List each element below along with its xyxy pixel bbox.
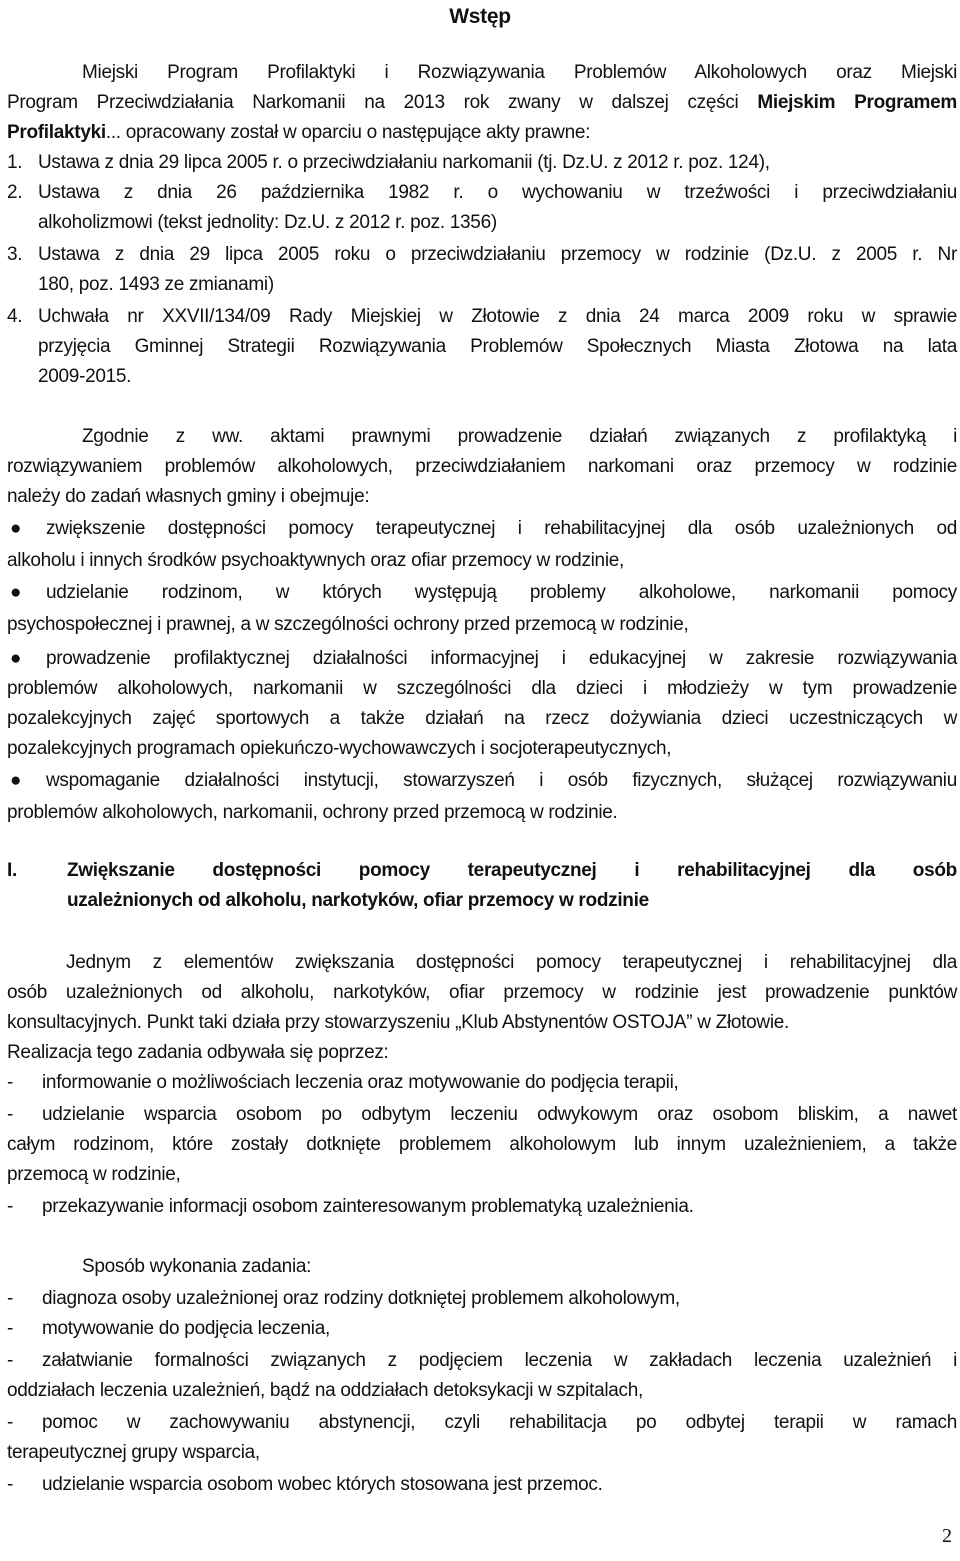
item-text: udzielanie wsparcia osobom po odbytym leczeniu odwykowym oraz osobom bliskim, a nawet [42,1104,957,1125]
method-heading: Sposób wykonania zadania: [82,1256,312,1277]
item-text: diagnoza osoby uzależnionej oraz rodziny dotkniętej problemem alkoholowym, [42,1288,680,1309]
method-item-4-cont: terapeutycznej grupy wsparcia, [7,1442,260,1463]
intro-text-end: ... opracowany został w oparciu o następujące akty prawne: [105,122,591,143]
act-item-4-cont: przyjęcia Gminnej Strategii Rozwiązywania Problemów Społecznych Miasta Złotowa na lata [38,336,957,357]
act-item-4 [7,302,957,332]
program-name-bold-end: Profilaktyki [7,122,106,143]
section-para-line-1: Jednym z elementów zwiększania dostępności pomocy terapeutycznej i rehabilitacyjnej dla [66,952,957,973]
list-dash: - [7,1474,14,1495]
list-dash: - [7,1196,14,1217]
method-item-5 [7,1470,957,1500]
bullet-2-line-1: udzielanie rodzinom, w których występują problemy alkoholowe, narkomanii pomocy [46,582,957,603]
item-text: informowanie o możliwościach leczenia oraz motywowanie do podjęcia terapii, [42,1072,679,1093]
list-number: 3. [7,244,23,265]
bullet-icon: ● [10,648,22,669]
bullet-4-line-1: wspomaganie działalności instytucji, stowarzyszeń i osób fizycznych, służącej rozwiązywaniu [46,770,957,791]
method-item-3-cont: oddziałach leczenia uzależnień, bądź na oddziałach detoksykacji w szpitalach, [7,1380,643,1401]
realization-item-2-cont-2: przemocą w rodzinie, [7,1164,181,1185]
method-item-3 [7,1346,957,1376]
section-heading-line-2: uzależnionych od alkoholu, narkotyków, ofiar przemocy w rodzinie [67,890,649,911]
act-item-2 [7,178,957,208]
page-title: Wstęp [449,5,511,28]
intro-line-3 [7,118,957,148]
bullet-1-line-2: alkoholu i innych środków psychoaktywnych oraz ofiar przemocy w rodzinie, [7,550,624,571]
list-dash: - [7,1288,14,1309]
bullet-3-line-4: pozalekcyjnych programach opiekuńczo-wychowawczych i socjoterapeutycznych, [7,738,672,759]
realization-item-2 [7,1100,957,1130]
realization-item-2-cont: całym rodzinom, które zostały dotknięte problemem alkoholowym lub innym uzależnieniem, a także [7,1134,957,1155]
item-text: przekazywanie informacji osobom zainteresowanym problematyką uzależnienia. [42,1196,694,1217]
program-name-bold: Miejskim Programem [757,92,958,113]
act-item-1 [7,148,957,178]
list-number: 2. [7,182,23,203]
bullet-2-line-2: psychospołecznej i prawnej, a w szczególności ochrony przed przemocą w rodzinie, [7,614,689,635]
bullet-icon: ● [10,582,22,603]
item-text: motywowanie do podjęcia leczenia, [42,1318,330,1339]
bullet-3-line-3: pozalekcyjnych zajęć sportowych a także działań na rzecz dożywiania dzieci uczestniczących w [7,708,957,729]
section-para-line-2: osób uzależnionych od alkoholu, narkotyków, ofiar przemocy w rodzinie jest prowadzenie punktów [7,982,957,1003]
item-text: udzielanie wsparcia osobom wobec których stosowana jest przemoc. [42,1474,603,1495]
list-dash: - [7,1318,14,1339]
method-item-2 [7,1314,957,1344]
page-number: 2 [942,1525,952,1547]
act-text: Uchwała nr XXVII/134/09 Rady Miejskiej w Złotowie z dnia 24 marca 2009 roku w sprawie [38,306,957,327]
bullet-icon: ● [10,770,22,791]
bullet-1-line-1: zwiększenie dostępności pomocy terapeutycznej i rehabilitacyjnej dla osób uzależnionych od [46,518,957,539]
act-item-3-cont: 180, poz. 1493 ze zmianami) [38,274,274,295]
method-item-1 [7,1284,957,1314]
section-number: I. [7,860,17,881]
bullet-3-line-1: prowadzenie profilaktycznej działalności informacyjnej i edukacyjnej w zakresie rozwiązywania [46,648,957,669]
intro-text: Program Przeciwdziałania Narkomanii na 2013 rok zwany w dalszej części [7,92,758,113]
intro-line-1: Miejski Program Profilaktyki i Rozwiązywania Problemów Alkoholowych oraz Miejski [82,62,957,83]
item-text: załatwianie formalności związanych z podjęciem leczenia w zakładach leczenia uzależnień i [42,1350,957,1371]
intro-line-2 [7,88,957,118]
item-text: pomoc w zachowywaniu abstynencji, czyli rehabilitacja po odbytej terapii w ramach [42,1412,957,1433]
list-dash: - [7,1350,14,1371]
list-number: 4. [7,306,23,327]
list-dash: - [7,1412,14,1433]
bullet-icon: ● [10,518,22,539]
realization-item-1 [7,1068,957,1098]
accord-line-2: rozwiązywaniem problemów alkoholowych, przeciwdziałaniem narkomani oraz przemocy w rodzinie [7,456,957,477]
section-para-line-3: konsultacyjnych. Punkt taki działa przy stowarzyszeniu „Klub Abstynentów OSTOJA” w Złotowie. [7,1012,789,1033]
method-item-4 [7,1408,957,1438]
list-dash: - [7,1104,14,1125]
section-heading-line-1: Zwiększanie dostępności pomocy terapeutycznej i rehabilitacyjnej dla osób [67,860,957,881]
realization-item-3 [7,1192,957,1222]
accord-line-3: należy do zadań własnych gminy i obejmuje: [7,486,370,507]
act-item-3 [7,240,957,270]
list-dash: - [7,1072,14,1093]
act-item-2-cont: alkoholizmowi (tekst jednolity: Dz.U. z 2012 r. poz. 1356) [38,212,497,233]
accord-line-1: Zgodnie z ww. aktami prawnymi prowadzenie działań związanych z profilaktyką i [82,426,957,447]
section-para-line-4: Realizacja tego zadania odbywała się poprzez: [7,1042,389,1063]
act-text: Ustawa z dnia 29 lipca 2005 roku o przeciwdziałaniu przemocy w rodzinie (Dz.U. z 2005 r. Nr [38,244,957,265]
bullet-3-line-2: problemów alkoholowych, narkomanii w szczególności dla dzieci i młodzieży w tym prowadzenie [7,678,957,699]
act-text: Ustawa z dnia 29 lipca 2005 r. o przeciwdziałaniu narkomanii (tj. Dz.U. z 2012 r. poz. 124), [38,152,770,173]
bullet-4-line-2: problemów alkoholowych, narkomanii, ochrony przed przemocą w rodzinie. [7,802,618,823]
act-item-4-cont-2: 2009-2015. [38,366,132,387]
list-number: 1. [7,152,23,173]
act-text: Ustawa z dnia 26 października 1982 r. o wychowaniu w trzeźwości i przeciwdziałaniu [38,182,957,203]
